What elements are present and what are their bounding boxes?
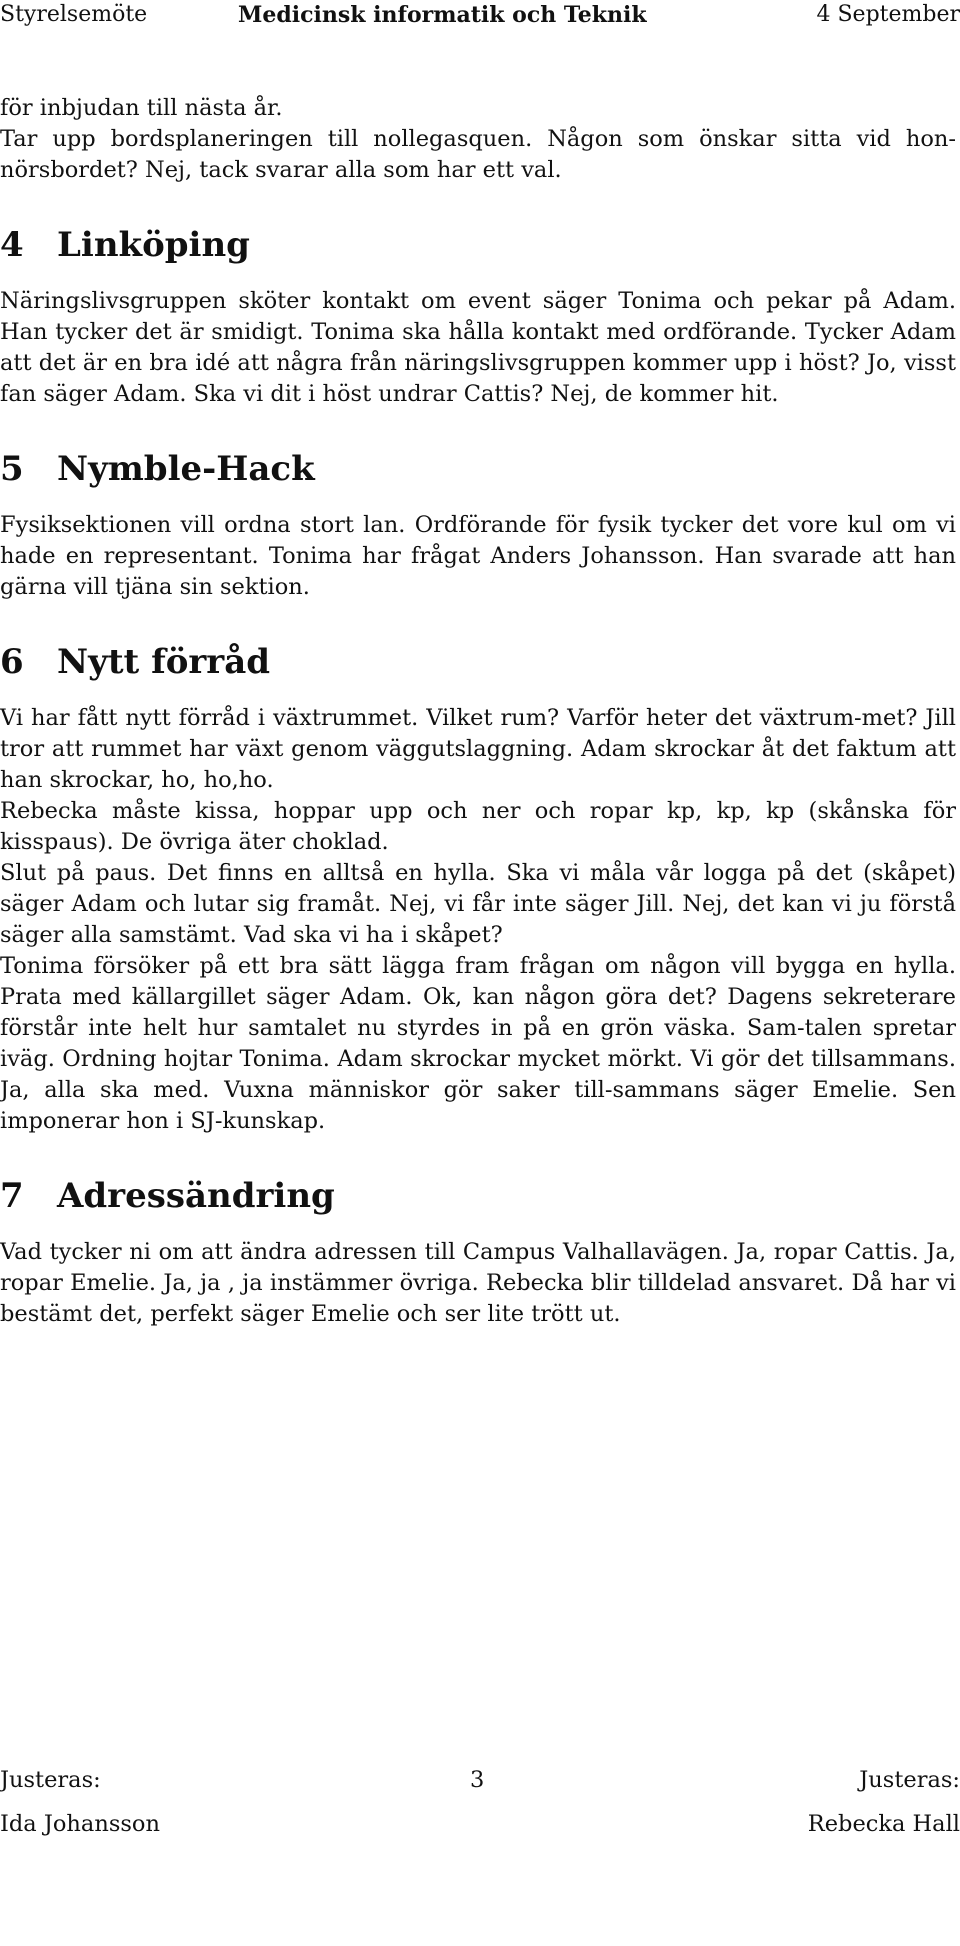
- section-paragraph: Slut på paus. Det finns en alltså en hylla. Ska vi måla vår logga på det (skåpet) säger Adam och lutar sig framåt. Nej, vi får inte säger Jill. Nej, det kan vi ju förstå säger alla samstämt. Vad ska vi ha i skåpet?: [0, 860, 956, 948]
- header-meeting-type: Styrelsemöte: [0, 2, 148, 27]
- section-number: 7: [0, 1176, 24, 1216]
- section-paragraph: Fysiksektionen vill ordna stort lan. Ordförande för fysik tycker det vore kul om vi hade en representant. Tonima har frågat Anders Johansson. Han svarade att han gärna vill tjäna sin sektion.: [0, 512, 956, 600]
- section-paragraph: Näringslivsgruppen sköter kontakt om event säger Tonima och pekar på Adam. Han tycker det är smidigt. Tonima ska hålla kontakt med ordförande. Tycker Adam att det är en bra idé att några från näringslivsgruppen kommer upp i höst? Jo, visst fan säger Adam. Ska vi dit i höst undrar Cattis? Nej, de kommer hit.: [0, 288, 956, 407]
- section-heading: [0, 1176, 956, 1216]
- section-title: Nymble-Hack: [57, 449, 315, 489]
- section-title: Adressändring: [57, 1176, 335, 1216]
- section-title: Nytt förråd: [57, 642, 271, 682]
- section-heading: [0, 449, 956, 489]
- section-paragraph: Tonima försöker på ett bra sätt lägga fram frågan om någon vill bygga en hylla. Prata med källargillet säger Adam. Ok, kan någon göra det? Dagens sekreterare förstår inte helt hur samtalet nu styrdes in på en grön väska. Sam-talen spretar iväg. Ordning hojtar Tonima. Adam skrockar mycket mörkt. Vi gör det tillsammans. Ja, alla ska med. Vuxna människor gör saker till-sammans säger Emelie. Sen imponerar hon i SJ-kunskap.: [0, 953, 956, 1134]
- section-number: 4: [0, 225, 24, 265]
- footer-left-label: Justeras:: [0, 1767, 101, 1793]
- intro-paragraph: för inbjudan till nästa år.: [0, 95, 283, 121]
- section-heading: [0, 642, 956, 682]
- section-paragraph: Vad tycker ni om att ändra adressen till Campus Valhallavägen. Ja, ropar Cattis. Ja, ropar Emelie. Ja, ja , ja instämmer övriga. Rebecka blir tilldelad ansvaret. Då har vi bestämt det, perfekt säger Emelie och ser lite trött ut.: [0, 1239, 956, 1327]
- page-footer: [0, 1765, 960, 1845]
- intro-paragraph: Tar upp bordsplaneringen till nollegasquen. Någon som önskar sitta vid hon-nörsbordet? Nej, tack svarar alla som har ett val.: [0, 126, 956, 183]
- footer-right-name: Rebecka Hall: [807, 1811, 960, 1837]
- header-section-name: Medicinsk informatik och Teknik: [238, 2, 647, 28]
- section-number: 6: [0, 642, 24, 682]
- section-paragraph: Rebecka måste kissa, hoppar upp och ner och ropar kp, kp, kp (skånska för kisspaus). De övriga äter choklad.: [0, 798, 956, 855]
- footer-left-name: Ida Johansson: [0, 1811, 160, 1837]
- section-heading: [0, 225, 956, 265]
- section-number: 5: [0, 449, 24, 489]
- document-body: [0, 93, 956, 1330]
- section-title: Linköping: [57, 225, 250, 265]
- page-header: [0, 0, 960, 30]
- footer-right-label: Justeras:: [859, 1767, 960, 1793]
- section-paragraph: Vi har fått nytt förråd i växtrummet. Vilket rum? Varför heter det växtrum-met? Jill tror att rummet har växt genom väggutslaggning. Adam skrockar åt det faktum att han skrockar, ho, ho,ho.: [0, 705, 956, 793]
- header-date: 4 September: [816, 2, 960, 27]
- page-number: 3: [470, 1767, 485, 1793]
